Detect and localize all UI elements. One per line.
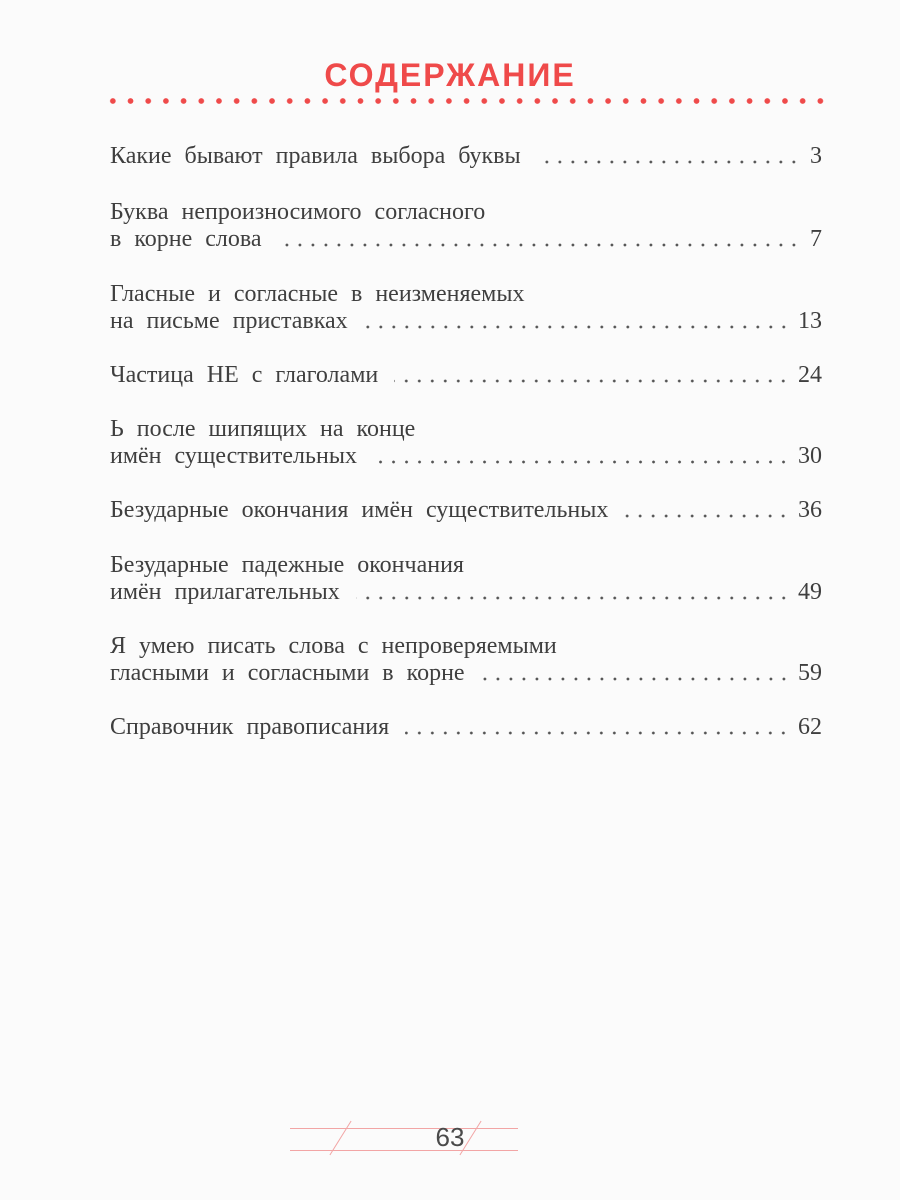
toc-entry-title-line: Ь после шипящих на конце <box>110 416 416 442</box>
toc-entry-title-line: Я умею писать слова с непроверяемыми <box>110 633 557 659</box>
toc-entry[interactable] <box>110 362 822 389</box>
toc-entry[interactable] <box>110 416 822 470</box>
toc-entry-title-line: имён существительных <box>110 443 357 469</box>
toc-entry-title-line: Буква непроизносимого согласного <box>110 199 486 225</box>
toc-entry[interactable] <box>110 552 822 606</box>
toc-entry-title-line: в корне слова <box>110 226 262 252</box>
toc-entry[interactable] <box>110 633 822 687</box>
dot-leader <box>364 325 790 329</box>
toc-entry-title: Какие бывают правила выбора буквы <box>110 143 521 169</box>
toc-page-number: 24 <box>798 362 822 388</box>
toc-entry-title-line: Безударные падежные окончания <box>110 552 464 578</box>
toc-page-number: 62 <box>798 714 822 740</box>
dot-leader <box>624 514 790 518</box>
toc-entry-title: Справочник правописания <box>110 714 390 740</box>
dot-leader <box>278 243 800 247</box>
toc-entry-title-line: имён прилагательных <box>110 579 340 605</box>
toc-entry[interactable] <box>110 143 822 170</box>
dot-leader <box>481 677 790 681</box>
dot-leader <box>373 460 790 464</box>
toc-entry-title-line: гласными и согласными в корне <box>110 660 465 686</box>
dot-leader <box>356 596 790 600</box>
toc-entry[interactable] <box>110 714 822 741</box>
toc-entry[interactable] <box>110 281 822 335</box>
toc-page-number: 59 <box>798 660 822 686</box>
toc-entry-title: Безударные окончания имён существительных <box>110 497 609 523</box>
toc-entry-title-line: на письме приставках <box>110 308 348 334</box>
toc-page-number: 3 <box>810 143 822 169</box>
dot-leader <box>405 731 790 735</box>
page-title: СОДЕРЖАНИЕ <box>324 57 576 93</box>
toc-page-number: 36 <box>798 497 822 523</box>
toc-page-number: 7 <box>810 226 822 252</box>
toc-page-number: 49 <box>798 579 822 605</box>
toc-page-number: 30 <box>798 443 822 469</box>
dot-leader <box>537 160 800 164</box>
toc-entry[interactable] <box>110 497 822 524</box>
title-dotted-divider <box>104 97 828 105</box>
page-number: 63 <box>435 1122 465 1152</box>
toc-entry-title: Частица НЕ с глаголами <box>110 362 379 388</box>
toc-entry-title-line: Гласные и согласные в неизменяемых <box>110 281 525 307</box>
toc-page-number: 13 <box>798 308 822 334</box>
toc-entry[interactable] <box>110 199 822 253</box>
dot-leader <box>394 379 790 383</box>
